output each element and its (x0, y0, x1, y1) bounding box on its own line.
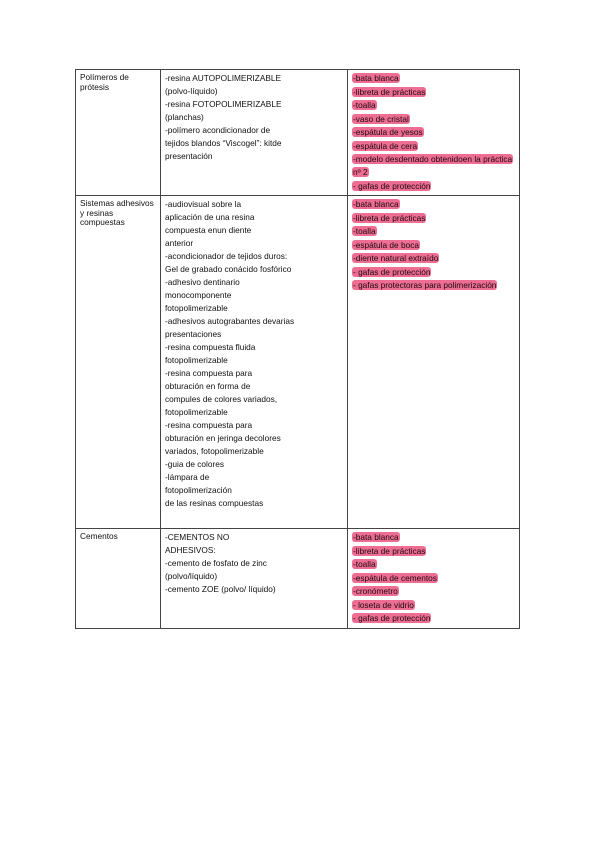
topic-label: Sistemas adhesivos y resinas compuestas (80, 198, 154, 227)
item-line: -guia de colores (165, 459, 225, 469)
highlighted-material: -toalla (353, 226, 376, 236)
item-line: -audiovisual sobre la (165, 199, 242, 209)
item-line: compules de colores variados, (165, 394, 278, 404)
practice-materials-table (75, 69, 520, 629)
item-line: -resina compuesta fluida (165, 342, 256, 352)
highlighted-material: -libreta de prácticas (353, 545, 426, 556)
item-line: -resina compuesta para (165, 368, 253, 378)
item-line: de las resinas compuestas (165, 498, 264, 508)
highlighted-material: - gafas de protección (353, 180, 431, 191)
highlighted-material: -modelo desdentado obtenidoen la práctica nº 2 (353, 154, 513, 177)
item-line: -resina FOTOPOLIMERIZABLE (165, 99, 282, 109)
topic-cell (76, 196, 161, 529)
item-line: obturación en jeringa decolores (165, 433, 281, 443)
highlighted-material: -espátula de cementos (353, 572, 437, 583)
item-line: -resina compuesta para (165, 420, 253, 430)
item-line: (polvo-líquido) (165, 86, 218, 96)
item-line: fotopolimerizable (165, 407, 228, 417)
highlighted-material: -espátula de yesos (353, 127, 423, 137)
item-line: presentaciones (165, 329, 222, 339)
item-line: fotopolimerización (165, 485, 232, 495)
item-line: -resina AUTOPOLIMERIZABLE (165, 73, 282, 83)
item-line: fotopolimerizable (165, 355, 228, 365)
materials-cell (348, 529, 520, 629)
item-line: anterior (165, 238, 194, 248)
topic-label: Polímeros de prótesis (80, 72, 129, 92)
highlighted-material: -cronómetro (353, 586, 398, 596)
item-line: -polímero acondicionador de (165, 125, 271, 135)
item-line: fotopolimerizable (165, 303, 228, 313)
items-cell (161, 529, 348, 629)
highlighted-material: -espátula de boca (353, 239, 419, 250)
topic-cell (76, 529, 161, 629)
highlighted-material: -libreta de prácticas (353, 212, 426, 223)
item-line: -cemento de fosfato de zinc (165, 558, 267, 568)
item-line: -CEMENTOS NO (165, 532, 230, 542)
topic-cell (76, 70, 161, 196)
item-line: -acondicionador de tejidos duros: (165, 251, 288, 261)
topic-label: Cementos (80, 531, 118, 541)
highlighted-material: -libreta de prácticas (353, 86, 426, 97)
item-line: -lámpara de (165, 472, 210, 482)
highlighted-material: -espátula de cera (353, 140, 418, 151)
items-cell (161, 196, 348, 529)
item-line: (polvo/líquido) (165, 571, 218, 581)
item-line: (planchas) (165, 112, 204, 122)
highlighted-material: - gafas de protección (353, 613, 431, 623)
item-line: -adhesivos autograbantes devarias (165, 316, 295, 326)
materials-cell (348, 196, 520, 529)
table-row-cementos (76, 529, 520, 629)
highlighted-material: -bata blanca (353, 199, 399, 209)
item-line: -adhesivo dentinario (165, 277, 240, 287)
table-row-sistemas-adhesivos (76, 196, 520, 529)
highlighted-material: -bata blanca (353, 532, 399, 542)
item-line: Gel de grabado conácido fosfórico (165, 264, 292, 274)
highlighted-material: -toalla (353, 100, 376, 110)
item-line: presentación (165, 151, 213, 161)
table-row-polimeros (76, 70, 520, 196)
highlighted-material: -toalla (353, 559, 376, 569)
item-line: -cemento ZOE (polvo/ líquido) (165, 584, 276, 594)
item-line: monocomponente (165, 290, 232, 300)
item-line: compuesta enun diente (165, 225, 252, 235)
highlighted-material: -bata blanca (353, 73, 399, 83)
highlighted-material: - loseta de vidrio (353, 599, 414, 610)
item-line: variados, fotopolimerizable (165, 446, 264, 456)
item-line: ADHESIVOS: (165, 545, 216, 555)
materials-cell (348, 70, 520, 196)
item-line: tejidos blandos “Viscogel”: kitde (165, 138, 282, 148)
highlighted-material: - gafas protectoras para polimerización (353, 280, 497, 290)
highlighted-material: -vaso de cristal (353, 113, 409, 124)
item-line: obturación en forma de (165, 381, 251, 391)
highlighted-material: - gafas de protección (353, 266, 431, 277)
item-line: aplicación de una resina (165, 212, 255, 222)
highlighted-material: -diente natural extraído (353, 253, 439, 263)
items-cell (161, 70, 348, 196)
